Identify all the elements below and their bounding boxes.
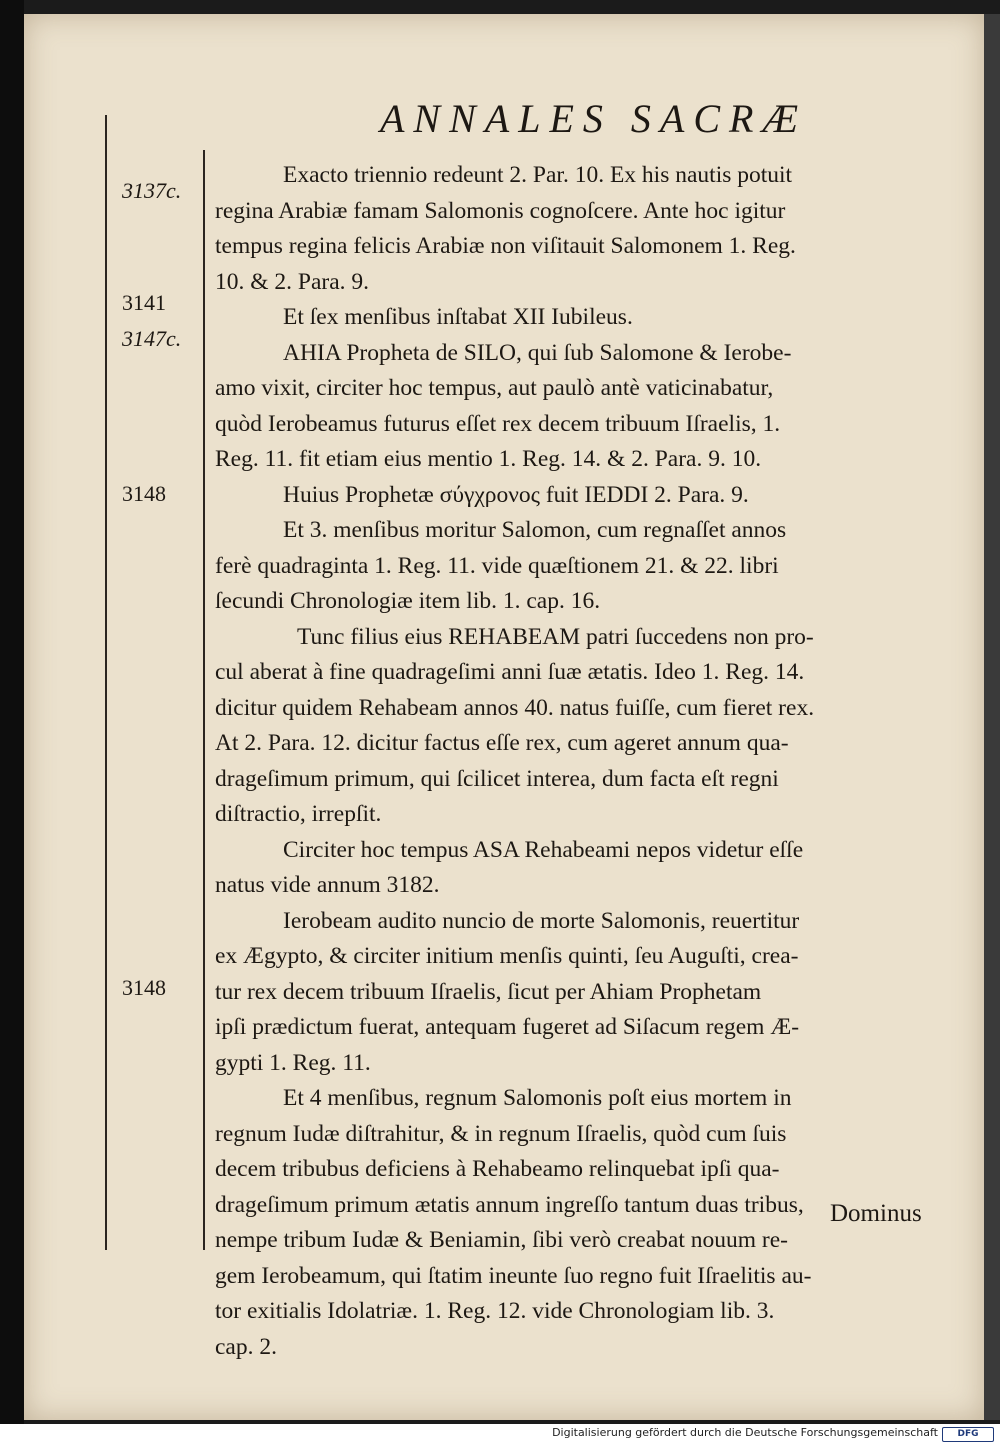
text-line: Reg. 11. fit etiam eius mentio 1. Reg. 14. & 2. Para. 9. 10. xyxy=(215,446,762,472)
margin-year: 3141 xyxy=(122,290,166,315)
text-line: Tunc filius eius REHABEAM patri ſuccedens non pro- xyxy=(297,623,814,650)
text-line: gem Ierobeamum, qui ſtatim ineunte ſuo regno fuit Iſraelitis au- xyxy=(215,1262,812,1289)
text-line: tor exitialis Idolatriæ. 1. Reg. 12. vide Chronologiam lib. 3. xyxy=(215,1298,775,1324)
text-line: cap. 2. xyxy=(215,1333,277,1360)
text-line: quòd Ierobeamus futurus eſſet rex decem tribuum Iſraelis, 1. xyxy=(215,410,781,437)
text-line: Circiter hoc tempus ASA Rehabeami nepos videtur eſſe xyxy=(283,836,804,863)
text-line: gypti 1. Reg. 11. xyxy=(215,1049,371,1076)
footer-credit: Digitalisierung gefördert durch die Deutsche Forschungsgemeinschaft xyxy=(552,1426,938,1439)
text-line: cul aberat à fine quadrageſimi anni ſuæ ætatis. Ideo 1. Reg. 14. xyxy=(215,659,805,685)
text-line: regina Arabiæ famam Salomonis cognoſcere. Ante hoc igitur xyxy=(215,197,786,224)
text-line: decem tribubus deficiens à Rehabeamo relinquebat ipſi qua- xyxy=(215,1156,780,1182)
text-line: Et 4 menſibus, regnum Salomonis poſt eius mortem in xyxy=(283,1085,792,1111)
text-line: tempus regina felicis Arabiæ non viſitauit Salomonem 1. Reg. xyxy=(215,233,796,259)
text-line: ferè quadraginta 1. Reg. 11. vide quæſtionem 21. & 22. libri xyxy=(215,552,779,579)
text-line: diſtractio, irrepſit. xyxy=(215,801,382,827)
text-line: ex Ægypto, & circiter initium menſis quinti, ſeu Auguſti, crea- xyxy=(215,943,799,969)
digitization-footer xyxy=(0,1424,1000,1444)
text-line: natus vide annum 3182. xyxy=(215,872,440,898)
scan-dark-edge xyxy=(0,0,24,1444)
text-line: amo vixit, circiter hoc tempus, aut paulò antè vaticinabatur, xyxy=(215,375,774,401)
text-line: ſecundi Chronologiæ item lib. 1. cap. 16. xyxy=(215,588,601,614)
text-line: Et 3. menſibus moritur Salomon, cum regnaſſet annos xyxy=(283,517,787,543)
text-line: drageſimum primum ætatis annum ingreſſo tantum duas tribus, xyxy=(215,1191,804,1218)
text-line: AHIA Propheta de SILO, qui ſub Salomone & Ierobe- xyxy=(283,339,792,366)
margin-year: 3147c. xyxy=(122,326,182,351)
text-line: dicitur quidem Rehabeam annos 40. natus fuiſſe, cum fieret rex. xyxy=(215,694,815,721)
text-line: At 2. Para. 12. dicitur factus eſſe rex, cum ageret annum qua- xyxy=(215,730,789,756)
text-line: Huius Prophetæ σύγχρονος fuit IEDDI 2. Para. 9. xyxy=(283,481,749,508)
text-line: Et ſex menſibus inſtabat XII Iubileus. xyxy=(283,304,633,330)
text-line: 10. & 2. Para. 9. xyxy=(215,268,370,295)
text-line: nempe tribum Iudæ & Beniamin, ſibi verò creabat nouum re- xyxy=(215,1227,788,1253)
text-line: regnum Iudæ diſtrahitur, & in regnum Iſraelis, quòd cum ſuis xyxy=(215,1120,787,1147)
margin-rule-inner xyxy=(203,150,205,1250)
margin-year: 3148 xyxy=(122,975,166,1000)
running-header: ANNALES SACRÆ xyxy=(380,96,808,141)
text-line: Exacto triennio redeunt 2. Par. 10. Ex his nautis potuit xyxy=(283,162,793,188)
scan-right-edge xyxy=(984,14,1000,1420)
text-line: tur rex decem tribuum Iſraelis, ſicut per Ahiam Prophetam xyxy=(215,978,762,1005)
text-line: drageſimum primum, qui ſcilicet interea, dum facta eſt regni xyxy=(215,765,779,792)
catchword: Dominus xyxy=(830,1200,922,1227)
body-text xyxy=(215,158,945,1365)
margin-year: 3148 xyxy=(122,481,166,506)
text-line: Ierobeam audito nuncio de morte Salomonis, reuertitur xyxy=(283,907,800,934)
dfg-logo-icon: DFG xyxy=(942,1427,994,1442)
margin-year: 3137c. xyxy=(122,178,182,203)
margin-rule-outer xyxy=(105,115,107,1250)
text-line: ipſi prædictum fuerat, antequam fugeret ad Siſacum regem Æ- xyxy=(215,1014,800,1040)
